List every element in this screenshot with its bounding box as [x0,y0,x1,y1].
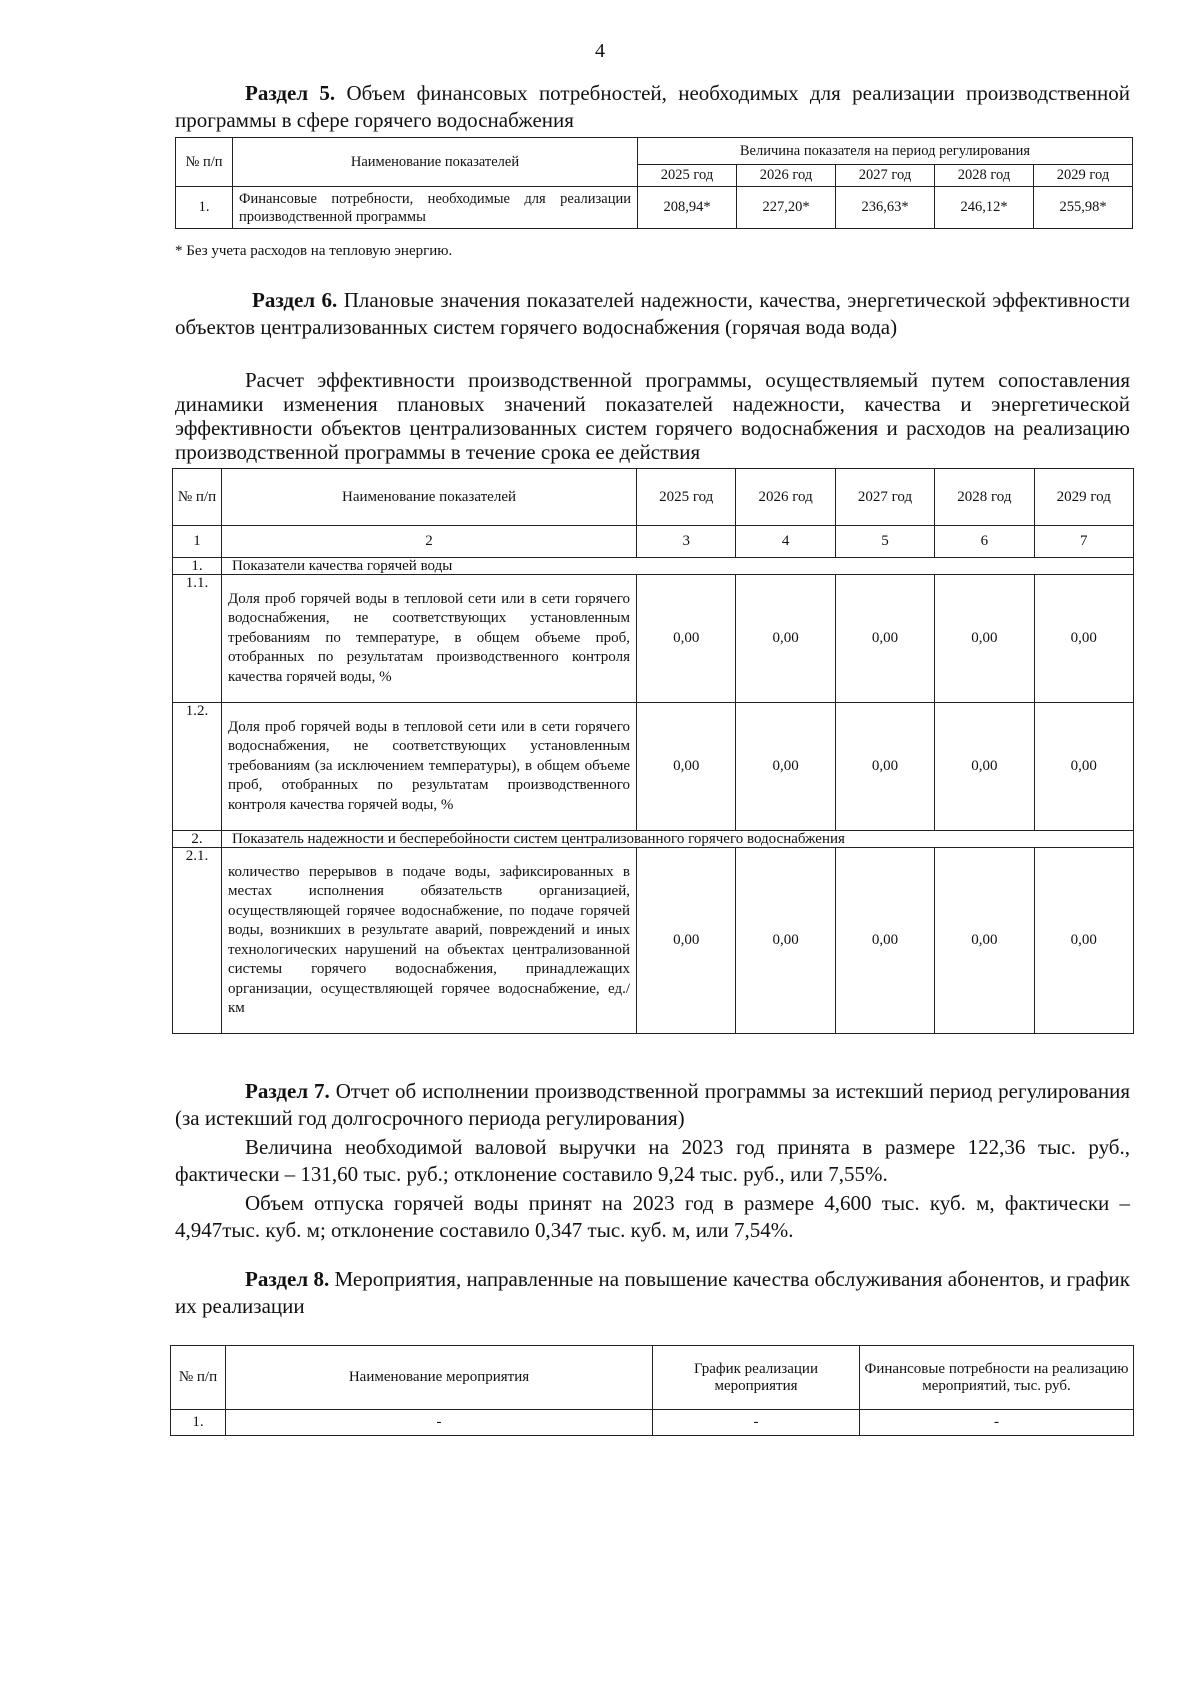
column-number: 2 [222,526,637,558]
year-header: 2029 год [1034,165,1133,187]
row-finance: - [860,1410,1134,1436]
row-value: 0,00 [1034,848,1133,1034]
column-number: 1 [173,526,222,558]
row-num: 1. [176,187,233,229]
row-num: 1.2. [173,703,222,831]
year-header: 2028 год [935,469,1034,526]
year-header: 2026 год [736,469,835,526]
row-value: 0,00 [736,848,835,1034]
row-value: 0,00 [835,575,934,703]
section7-paragraph-1: Величина необходимой валовой выручки на 2023 год принята в размере 122,36 тыс. руб., фактически – 131,60 тыс. руб.; отклонение составило 9,24 тыс. руб., или 7,55%. [175,1135,1130,1186]
row-value: 255,98* [1034,187,1133,229]
col-name-header: Наименование показателей [233,138,638,187]
row-value: 246,12* [935,187,1034,229]
year-header: 2025 год [637,469,736,526]
year-header: 2027 год [835,469,934,526]
row-value: 236,63* [836,187,935,229]
row-name: количество перерывов в подаче воды, зафиксированных в местах исполнения обязательств организацией, осуществляющей горячее водоснабжение, по подаче горячей воды, возникших в результате аварий, повреждений и иных технологических нарушений на объектах централизованной системы горячего водоснабжения, принадлежащих организации, осуществляющей горячее водоснабжение, ед./ км [222,848,637,1034]
table-row [176,187,1133,229]
section5-footnote: * Без учета расходов на тепловую энергию. [175,243,453,259]
row-num: 1.1. [173,575,222,703]
row-value: 0,00 [935,575,1034,703]
column-numbers-row [173,526,1134,558]
section5-table [175,137,1133,229]
row-value: 208,94* [638,187,737,229]
section8-heading: Раздел 8. [245,1267,330,1291]
row-num: 1. [171,1410,226,1436]
column-number: 4 [736,526,835,558]
group-title: Показатели качества горячей воды [222,558,1134,575]
row-value: 0,00 [1034,703,1133,831]
group-num: 2. [173,831,222,848]
section6-table [172,468,1134,1034]
row-value: 0,00 [835,703,934,831]
year-header: 2025 год [638,165,737,187]
row-value: 0,00 [935,703,1034,831]
section8-table [170,1345,1134,1436]
row-value: 0,00 [1034,575,1133,703]
section6-text: Плановые значения показателей надежности, качества, энергетической эффективности объектов централизованных систем горячего водоснабжения (горячая вода вода) [175,288,1130,339]
col-num-header: № п/п [173,469,222,526]
col-name-header: Наименование мероприятия [226,1346,653,1410]
section8-title [175,1266,1130,1320]
row-value: 0,00 [637,703,736,831]
row-name: - [226,1410,653,1436]
section5-title [175,80,1130,134]
year-header: 2029 год [1034,469,1133,526]
column-number: 3 [637,526,736,558]
row-value: 0,00 [637,575,736,703]
section7-text: Отчет об исполнении производственной программы за истекший период регулирования (за истекший год долгосрочного периода регулирования) [175,1079,1130,1130]
section6-text2: Расчет эффективности производственной программы, осуществляемый путем сопоставления динамики изменения плановых значений показателей надежности, качества и энергетической эффективности объектов централизованных систем горячего водоснабжения и расходов на реализацию производственной программы в течение срока ее действия [175,368,1130,464]
section7-title [175,1078,1130,1132]
col-schedule-header: График реализации мероприятия [653,1346,860,1410]
year-header: 2027 год [836,165,935,187]
row-name: Финансовые потребности, необходимые для реализации производственной программы [233,187,638,229]
col-finance-header: Финансовые потребности на реализацию мероприятий, тыс. руб. [860,1346,1134,1410]
row-num: 2.1. [173,848,222,1034]
group-title: Показатель надежности и бесперебойности систем централизованного горячего водоснабжения [222,831,1134,848]
col-num-header: № п/п [171,1346,226,1410]
section5-text: Объем финансовых потребностей, необходимых для реализации производственной программы в сфере горячего водоснабжения [175,81,1130,132]
section8-text: Мероприятия, направленные на повышение качества обслуживания абонентов, и график их реализации [175,1267,1130,1318]
row-value: 0,00 [637,848,736,1034]
row-name: Доля проб горячей воды в тепловой сети или в сети горячего водоснабжения, не соответствующих установленным требованиям (за исключением температуры), в общем объеме проб, отобранных по результатам производственного контроля качества горячей воды, % [222,703,637,831]
col-period-header: Величина показателя на период регулирования [638,138,1133,165]
section7-heading: Раздел 7. [245,1079,330,1103]
table-row [173,848,1134,1034]
row-value: 0,00 [835,848,934,1034]
col-name-header: Наименование показателей [222,469,637,526]
col-num-header: № п/п [176,138,233,187]
group-row [173,831,1134,848]
row-value: 0,00 [736,703,835,831]
group-num: 1. [173,558,222,575]
row-schedule: - [653,1410,860,1436]
column-number: 7 [1034,526,1133,558]
year-header: 2026 год [737,165,836,187]
column-number: 6 [935,526,1034,558]
table-row [173,575,1134,703]
table-row [171,1410,1134,1436]
row-value: 0,00 [736,575,835,703]
row-name: Доля проб горячей воды в тепловой сети или в сети горячего водоснабжения, не соответствующих установленным требованиям по температуре, в общем объеме проб, отобранных по результатам производственного контроля качества горячей воды, % [222,575,637,703]
section6-heading: Раздел 6. [252,288,338,312]
group-row [173,558,1134,575]
table-row [173,703,1134,831]
year-header: 2028 год [935,165,1034,187]
row-value: 0,00 [935,848,1034,1034]
section6-title [175,287,1130,341]
section5-heading: Раздел 5. [245,81,336,105]
page-number: 4 [595,40,605,62]
column-number: 5 [835,526,934,558]
row-value: 227,20* [737,187,836,229]
section7-paragraph-2: Объем отпуска горячей воды принят на 2023 год в размере 4,600 тыс. куб. м, фактически – 4,947тыс. куб. м; отклонение составило 0,347 тыс. куб. м, или 7,54%. [175,1191,1130,1242]
